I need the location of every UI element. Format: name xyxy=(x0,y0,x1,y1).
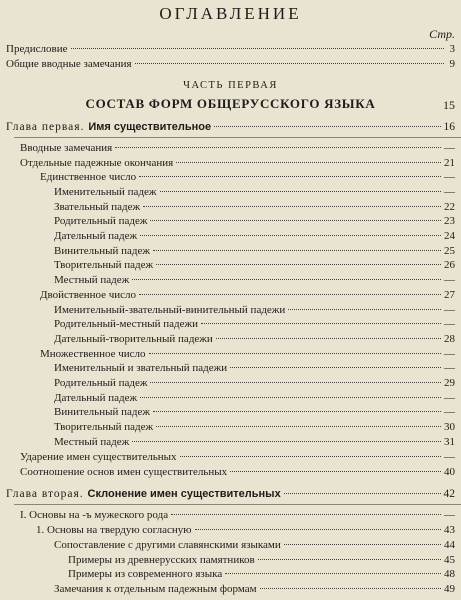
toc-entry[interactable] xyxy=(54,200,455,214)
part-title-page: 15 xyxy=(443,98,455,112)
dot-leader xyxy=(150,220,441,221)
toc-entry-label: Соотношение основ имен существительных xyxy=(20,466,228,478)
dot-leader xyxy=(132,279,441,280)
toc-entry[interactable] xyxy=(40,288,455,302)
page-title: ОГЛАВЛЕНИЕ xyxy=(159,4,302,23)
toc-entry[interactable] xyxy=(54,332,455,346)
toc-entry-page: — xyxy=(444,451,455,463)
toc-entry-label: Родительный падеж xyxy=(54,215,148,227)
dot-leader xyxy=(176,162,441,163)
toc-entry[interactable] xyxy=(54,214,455,228)
page-column-label: Стр. xyxy=(429,27,455,41)
toc-entry[interactable] xyxy=(68,553,455,567)
toc-entry[interactable] xyxy=(54,405,455,419)
toc-entry-label: Именительный-звательный-винительный падежи xyxy=(54,304,286,316)
toc-entry-page: 29 xyxy=(444,377,455,389)
toc-entry-label: Ударение имен существительных xyxy=(20,451,177,463)
toc-entry[interactable] xyxy=(20,465,455,479)
toc-entry[interactable] xyxy=(20,508,455,522)
toc-entry[interactable] xyxy=(54,244,455,258)
dot-leader xyxy=(71,48,445,49)
toc-entry-label: Примеры из современного языка xyxy=(68,568,223,580)
toc-entry[interactable] xyxy=(20,141,455,155)
part-label: ЧАСТЬ ПЕРВАЯ xyxy=(183,80,278,91)
toc-entry-page: 43 xyxy=(444,524,455,536)
toc-entry-label: Единственное число xyxy=(40,171,137,183)
toc-entry-page: — xyxy=(444,392,455,404)
dot-leader xyxy=(216,338,441,339)
dot-leader xyxy=(135,63,444,64)
part-title[interactable]: СОСТАВ ФОРМ ОБЩЕРУССКОГО ЯЗЫКА xyxy=(85,96,376,111)
toc-entry[interactable] xyxy=(54,582,455,596)
dot-leader xyxy=(156,426,441,427)
dot-leader xyxy=(284,493,441,494)
toc-entry-page: 9 xyxy=(449,58,455,70)
toc-entry-page: — xyxy=(444,304,455,316)
toc-entry[interactable] xyxy=(54,317,455,331)
toc-entry-page: 26 xyxy=(444,259,455,271)
toc-entry-page: 27 xyxy=(444,289,455,301)
dot-leader xyxy=(288,309,441,310)
toc-entry[interactable] xyxy=(54,435,455,449)
chapter-prefix: Глава вторая. xyxy=(6,488,84,500)
toc-entry-label: I. Основы на -ъ мужеского рода xyxy=(20,509,169,521)
dot-leader xyxy=(153,411,441,412)
dot-leader xyxy=(230,367,441,368)
toc-entry[interactable] xyxy=(54,538,455,552)
toc-entry[interactable] xyxy=(54,185,455,199)
toc-entry-page: — xyxy=(444,142,455,154)
toc-entry-page: 30 xyxy=(444,421,455,433)
chapter-divider xyxy=(14,137,461,138)
chapter-page: 16 xyxy=(443,121,455,133)
toc-entry-page: — xyxy=(444,171,455,183)
toc-entry-label: Родительный-местный падежи xyxy=(54,318,198,330)
chapter-heading-one[interactable] xyxy=(6,120,455,134)
dot-leader xyxy=(171,514,441,515)
toc-entry-label: Множественное число xyxy=(40,348,146,360)
toc-entry[interactable] xyxy=(40,347,455,361)
toc-entry-label: Звательный падеж xyxy=(54,201,141,213)
dot-leader xyxy=(225,573,441,574)
toc-entry-page: 40 xyxy=(444,466,455,478)
toc-entry-label: Творительный падеж xyxy=(54,421,154,433)
chapter-heading-two[interactable] xyxy=(6,487,455,501)
toc-entry-page: 24 xyxy=(444,230,455,242)
dot-leader xyxy=(258,559,441,560)
dot-leader xyxy=(160,191,441,192)
toc-entry[interactable] xyxy=(20,156,455,170)
chapter-divider xyxy=(14,504,461,505)
dot-leader xyxy=(201,323,441,324)
toc-entry-label: Местный падеж xyxy=(54,274,130,286)
toc-entry-label: Сопоставление с другими славянскими языками xyxy=(54,539,281,551)
dot-leader xyxy=(143,206,441,207)
toc-entry[interactable] xyxy=(54,361,455,375)
toc-entry-page: 3 xyxy=(449,43,455,55)
dot-leader xyxy=(284,544,441,545)
toc-entry-label: Примеры из древнерусских памятников xyxy=(68,554,255,566)
chapter-heading-label xyxy=(6,120,211,134)
toc-entry-label: Двойственное число xyxy=(40,289,137,301)
chapter-title: Имя существительное xyxy=(88,121,212,133)
toc-entry[interactable] xyxy=(54,273,455,287)
dot-leader xyxy=(149,353,441,354)
toc-entry[interactable] xyxy=(54,303,455,317)
toc-entry[interactable] xyxy=(68,567,455,581)
toc-entry[interactable] xyxy=(40,170,455,184)
toc-entry-label: Винительный падеж xyxy=(54,406,150,418)
chapter-title: Склонение имен существительных xyxy=(87,488,281,500)
toc-entry-label: Дательный падеж xyxy=(54,230,138,242)
toc-entry-page: 48 xyxy=(444,568,455,580)
toc-entry-page: 49 xyxy=(444,583,455,595)
toc-entry[interactable] xyxy=(36,523,455,537)
dot-leader xyxy=(260,588,441,589)
toc-entry-label: 1. Основы на твердую согласную xyxy=(36,524,192,536)
dot-leader xyxy=(180,456,442,457)
toc-entry-label: Общие вводные замечания xyxy=(6,58,132,70)
toc-entry-page: 22 xyxy=(444,201,455,213)
toc-entry-label: Предисловие xyxy=(6,43,68,55)
chapter-heading-label xyxy=(6,487,281,501)
toc-entry-label: Дательный-творительный падежи xyxy=(54,333,213,345)
toc-entry-page: 21 xyxy=(444,157,455,169)
toc-entry-page: — xyxy=(444,362,455,374)
dot-leader xyxy=(132,441,441,442)
toc-entry-page: 28 xyxy=(444,333,455,345)
toc-entry[interactable] xyxy=(54,391,455,405)
toc-entry-page: — xyxy=(444,348,455,360)
toc-entry-label: Отдельные падежные окончания xyxy=(20,157,174,169)
dot-leader xyxy=(115,147,441,148)
toc-entry-page: — xyxy=(444,509,455,521)
toc-entry-page: — xyxy=(444,186,455,198)
toc-entry-label: Винительный падеж xyxy=(54,245,150,257)
toc-entry-label: Именительный и звательный падежи xyxy=(54,362,228,374)
toc-entry[interactable] xyxy=(54,258,455,272)
dot-leader xyxy=(230,471,441,472)
dot-leader xyxy=(195,529,442,530)
toc-entry-label: Творительный падеж xyxy=(54,259,154,271)
toc-entry-label: Дательный падеж xyxy=(54,392,138,404)
toc-entry-label: Именительный падеж xyxy=(54,186,157,198)
toc-entry-page: 44 xyxy=(444,539,455,551)
dot-leader xyxy=(214,126,440,127)
toc-entry-label: Вводные замечания xyxy=(20,142,113,154)
toc-entry-general-remarks[interactable] xyxy=(6,57,455,71)
dot-leader xyxy=(139,294,441,295)
toc-entry-page: — xyxy=(444,406,455,418)
toc-entry-page: 23 xyxy=(444,215,455,227)
dot-leader xyxy=(139,176,441,177)
toc-entry-page: — xyxy=(444,318,455,330)
toc-entry-page: 31 xyxy=(444,436,455,448)
dot-leader xyxy=(150,382,441,383)
dot-leader xyxy=(140,235,441,236)
toc-entry-page: — xyxy=(444,274,455,286)
dot-leader xyxy=(156,264,441,265)
toc-entry-page: 25 xyxy=(444,245,455,257)
chapter-prefix: Глава первая. xyxy=(6,121,85,133)
toc-entry-page: 45 xyxy=(444,554,455,566)
toc-entry-preface[interactable] xyxy=(6,42,455,56)
chapter-page: 42 xyxy=(443,488,455,500)
dot-leader xyxy=(153,250,441,251)
toc-entry-label: Местный падеж xyxy=(54,436,130,448)
toc-entry[interactable] xyxy=(54,376,455,390)
toc-entry[interactable] xyxy=(20,450,455,464)
toc-entry-label: Замечания к отдельным падежным формам xyxy=(54,583,257,595)
dot-leader xyxy=(140,397,441,398)
toc-entry[interactable] xyxy=(54,420,455,434)
toc-entry[interactable] xyxy=(54,229,455,243)
toc-entry-label: Родительный падеж xyxy=(54,377,148,389)
